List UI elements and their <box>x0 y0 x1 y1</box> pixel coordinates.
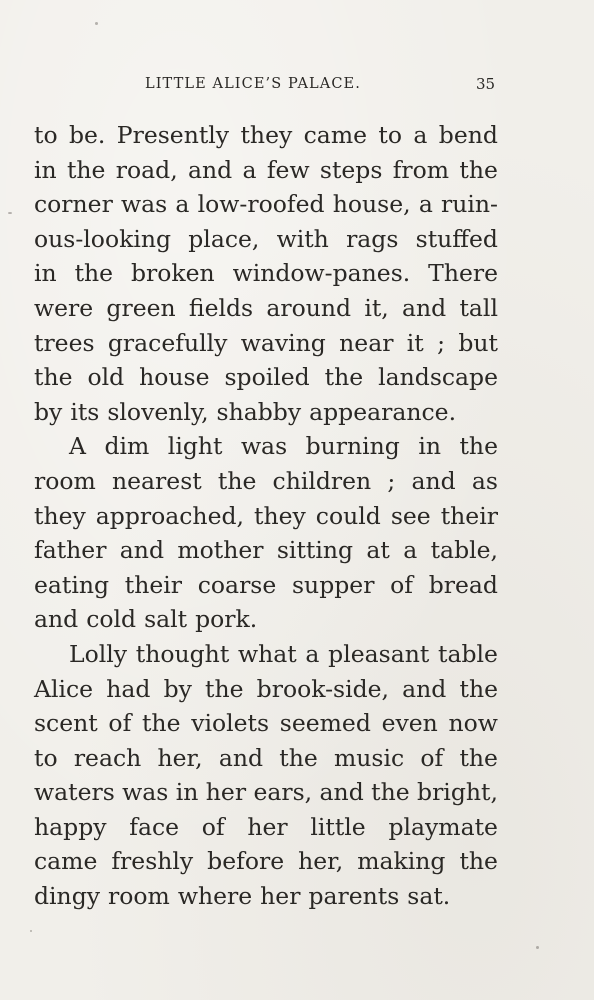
text-line: to be. Presently they came to a bend <box>34 121 498 149</box>
text-line: to reach her, and the music of the <box>34 743 498 772</box>
text-line: in the road, and a few steps from the <box>34 155 498 184</box>
text-line: they approached, they could see their <box>34 501 498 530</box>
text-line: corner was a low-roofed house, a ruin- <box>34 190 498 219</box>
body-text <box>34 118 498 914</box>
text-line: Alice had by the brook-side, and the <box>34 674 498 703</box>
text-line: Lolly thought what a pleasant table <box>69 639 498 668</box>
text-line: the old house spoiled the landscape <box>34 363 498 392</box>
text-line: ous-looking place, with rags stuffed <box>34 224 498 253</box>
page-number: 35 <box>476 75 496 93</box>
text-line: trees gracefully waving near it ; but <box>34 328 498 357</box>
text-line: in the broken window-panes. There <box>34 259 498 288</box>
text-line: came freshly before her, making the <box>34 847 498 876</box>
text-line: were green fields around it, and tall <box>34 293 498 322</box>
text-line: happy face of her little playmate <box>34 812 498 841</box>
paper-speck <box>30 930 32 932</box>
text-line: waters was in her ears, and the bright, <box>34 778 498 807</box>
text-line: father and mother sitting at a table, <box>34 536 498 565</box>
text-line: scent of the violets seemed even now <box>34 709 498 738</box>
text-line: by its slovenly, shabby appearance. <box>34 397 457 426</box>
running-head: LITTLE ALICE’S PALACE. <box>145 76 361 92</box>
paper-speck <box>95 22 98 25</box>
text-line: A dim light was burning in the <box>69 432 498 461</box>
paper-speck <box>536 946 539 949</box>
paper-speck <box>8 212 12 214</box>
text-line: dingy room where her parents sat. <box>34 882 451 911</box>
text-line: eating their coarse supper of bread <box>34 570 498 599</box>
text-line: and cold salt pork. <box>34 605 258 634</box>
text-line: room nearest the children ; and as <box>34 466 498 495</box>
